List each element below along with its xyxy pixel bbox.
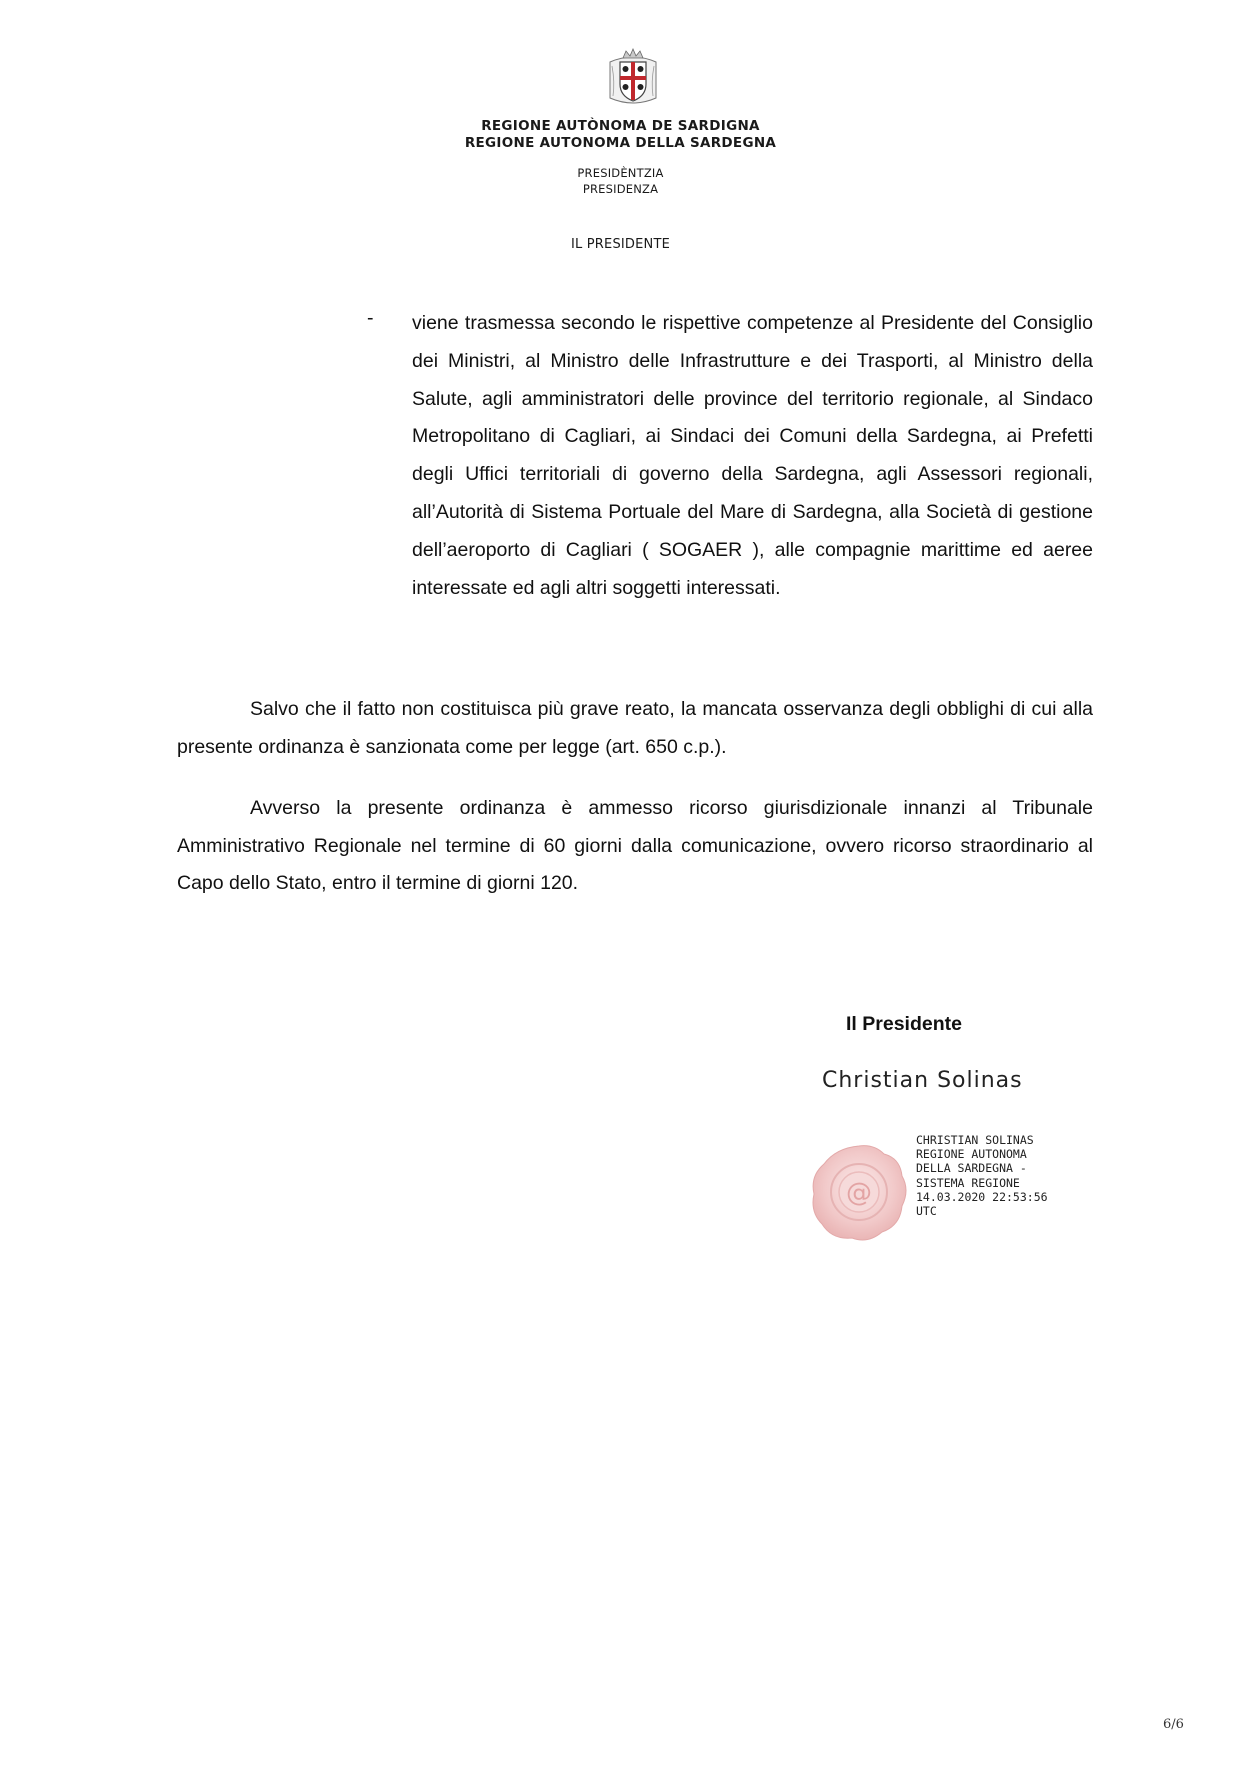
digital-signature-seal-icon — [806, 1140, 912, 1246]
signature-meta-line: UTC — [916, 1204, 937, 1219]
page-number: 6/6 — [1163, 1717, 1184, 1732]
paragraph-sanctions: Salvo che il fatto non costituisca più grave reato, la mancata osservanza degli obblighi di cui alla presente ordinanza è sanzionata come per legge (art. 650 c.p.). — [177, 698, 1093, 758]
signature-meta-line: DELLA SARDEGNA - — [916, 1161, 1027, 1176]
signature-name: Christian Solinas — [822, 1068, 1023, 1093]
svg-text:@: @ — [846, 1178, 872, 1208]
signature-meta-line: SISTEMA REGIONE — [916, 1175, 1020, 1190]
header-office-sardinian: PRESIDÈNTZIA — [577, 166, 664, 180]
bullet-text: viene trasmessa secondo le rispettive competenze al Presidente del Consiglio dei Ministri, al Ministro delle Infrastrutture e dei Trasporti, al Ministro della Salute, agli amministratori delle province del territorio regionale, al Sindaco Metropolitano di Cagliari, ai Sindaci dei Comuni della Sardegna, ai Prefetti degli Uffici territoriali di governo della Sardegna, agli Assessori regionali, all’Autorità di Sistema Portuale del Mare di Sardegna, alla Società di gestione dell’aeroporto di Cagliari ( SOGAER ), alle compagnie marittime ed aeree interessate ed agli altri soggetti interessati. — [412, 312, 1093, 599]
paragraph-appeal: Avverso la presente ordinanza è ammesso ricorso giurisdizionale innanzi al Tribunale Amministrativo Regionale nel termine di 60 giorni dalla comunicazione, ovvero ricorso straordinario al Capo dello Stato, entro il termine di giorni 120. — [177, 797, 1093, 894]
signature-meta-line: CHRISTIAN SOLINAS — [916, 1133, 1034, 1147]
bullet-marker: - — [367, 307, 374, 329]
header-title: IL PRESIDENTE — [570, 237, 671, 252]
signature-metadata — [916, 1133, 1076, 1218]
signature-title: Il Presidente — [846, 1013, 962, 1035]
header-region-italian: REGIONE AUTONOMA DELLA SARDEGNA — [464, 135, 777, 151]
header-office-italian: PRESIDENZA — [582, 182, 659, 196]
signature-meta-line: REGIONE AUTONOMA — [916, 1147, 1027, 1162]
signature-meta-line: 14.03.2020 22:53:56 — [916, 1189, 1048, 1204]
sardinia-coat-of-arms-icon — [606, 48, 660, 110]
header-region-sardinian: REGIONE AUTÒNOMA DE SARDIGNA — [481, 118, 760, 134]
